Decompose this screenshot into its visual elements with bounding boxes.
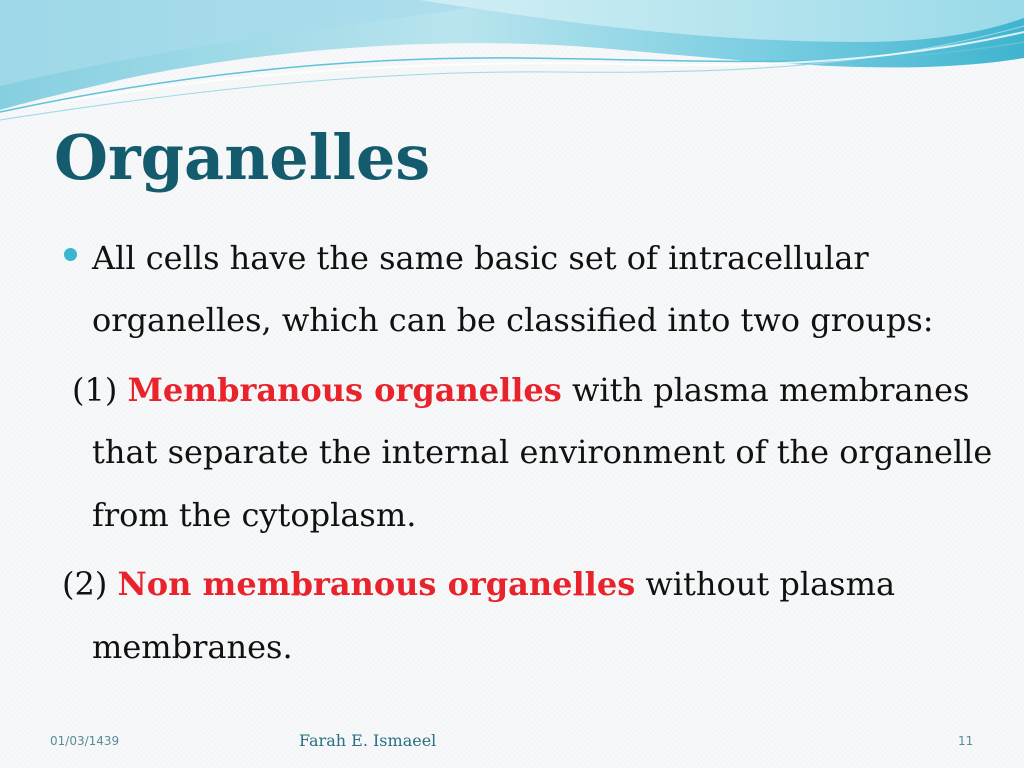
item-2-number: (2)	[62, 565, 108, 603]
item-1-line-1	[72, 370, 969, 410]
item-2-line-1	[62, 564, 895, 604]
intro-line-2: organelles, which can be classified into two groups:	[92, 301, 934, 339]
item-1-highlight: Membranous organelles	[127, 371, 562, 409]
item-1-line-3: from the cytoplasm.	[92, 496, 417, 534]
item-1-rest: with plasma membranes	[571, 371, 970, 409]
item-2-rest: without plasma	[645, 565, 896, 603]
footer-page-number: 11	[958, 734, 974, 748]
footer-author: Farah E. Ismaeel	[299, 731, 437, 750]
item-2-line-2: membranes.	[92, 628, 293, 666]
slide-title: Organelles	[54, 121, 431, 194]
intro-line-1: All cells have the same basic set of intracellular	[92, 239, 869, 277]
item-1-number: (1)	[72, 371, 118, 409]
footer-date: 01/03/1439	[50, 734, 120, 748]
bullet-icon	[64, 248, 77, 261]
item-2-highlight: Non membranous organelles	[117, 565, 636, 603]
item-1-line-2: that separate the internal environment of the organelle	[92, 433, 993, 471]
